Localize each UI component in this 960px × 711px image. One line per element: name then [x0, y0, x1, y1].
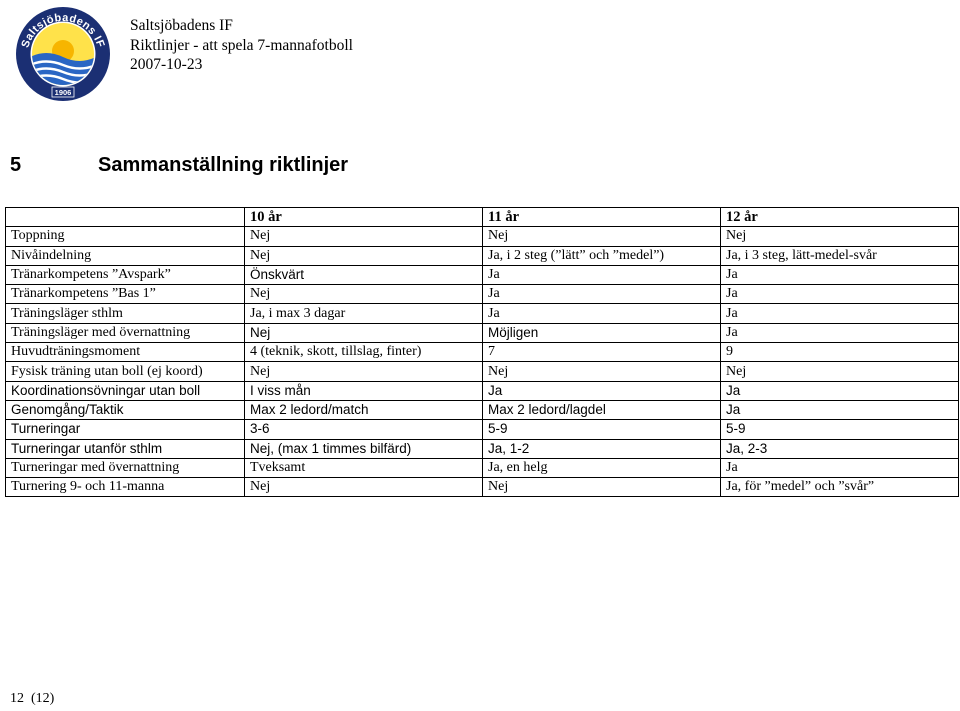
value-cell: Ja	[721, 285, 959, 304]
value-cell: Ja	[721, 381, 959, 400]
table-row	[6, 400, 959, 419]
row-label-cell: Toppning	[6, 227, 245, 246]
value-cell: Önskvärt	[245, 265, 483, 284]
row-label-cell: Träningsläger sthlm	[6, 304, 245, 323]
row-label-cell: Tränarkompetens ”Avspark”	[6, 265, 245, 284]
value-cell: Nej	[245, 362, 483, 381]
value-cell: Ja	[721, 265, 959, 284]
value-cell: Ja	[721, 458, 959, 477]
value-cell: 5-9	[721, 420, 959, 439]
value-cell: Nej	[245, 478, 483, 497]
row-label-cell: Tränarkompetens ”Bas 1”	[6, 285, 245, 304]
row-label-cell: Nivåindelning	[6, 246, 245, 265]
table-row	[6, 381, 959, 400]
value-cell: Ja, i max 3 dagar	[245, 304, 483, 323]
value-cell: Ja, i 3 steg, lätt-medel-svår	[721, 246, 959, 265]
row-label-cell: Koordinationsövningar utan boll	[6, 381, 245, 400]
row-label-cell: Genomgång/Taktik	[6, 400, 245, 419]
value-cell: Ja	[721, 304, 959, 323]
value-cell: Max 2 ledord/lagdel	[483, 400, 721, 419]
row-label-cell: Turneringar utanför sthlm	[6, 439, 245, 458]
value-cell: Nej	[245, 285, 483, 304]
value-cell: 4 (teknik, skott, tillslag, finter)	[245, 343, 483, 362]
row-label-cell: Fysisk träning utan boll (ej koord)	[6, 362, 245, 381]
table-row	[6, 285, 959, 304]
value-cell: Nej	[721, 227, 959, 246]
value-cell: 3-6	[245, 420, 483, 439]
table-row	[6, 343, 959, 362]
value-cell: 7	[483, 343, 721, 362]
value-cell: Tveksamt	[245, 458, 483, 477]
table-row	[6, 458, 959, 477]
row-label-cell: Huvudträningsmoment	[6, 343, 245, 362]
value-cell: Ja, 2-3	[721, 439, 959, 458]
value-cell: Nej	[483, 227, 721, 246]
value-cell: 9	[721, 343, 959, 362]
value-cell: Ja, i 2 steg (”lätt” och ”medel”)	[483, 246, 721, 265]
club-logo	[10, 5, 116, 103]
value-cell: Ja	[483, 381, 721, 400]
row-label-cell: Träningsläger med övernattning	[6, 323, 245, 342]
table-row	[6, 265, 959, 284]
table-row	[6, 304, 959, 323]
value-cell: Nej	[721, 362, 959, 381]
section-heading	[10, 152, 610, 178]
table-row	[6, 478, 959, 497]
table-row	[6, 323, 959, 342]
table-row	[6, 439, 959, 458]
page-number: 12 (12)	[10, 691, 55, 706]
table-header-row	[6, 208, 959, 227]
value-cell: I viss mån	[245, 381, 483, 400]
table-row	[6, 246, 959, 265]
value-cell: Ja	[483, 265, 721, 284]
table-header-cell: 11 år	[483, 208, 721, 227]
logo-arc-text: Saltsjöbadens IF	[19, 11, 107, 50]
row-label-cell: Turneringar	[6, 420, 245, 439]
value-cell: Ja, en helg	[483, 458, 721, 477]
logo-year: 1906	[54, 88, 72, 97]
table-header-cell: 12 år	[721, 208, 959, 227]
table-header-corner	[6, 208, 245, 227]
table-row	[6, 362, 959, 381]
value-cell: Ja	[721, 400, 959, 419]
header-club-name: Saltsjöbadens IF	[130, 17, 233, 34]
row-label-cell: Turneringar med övernattning	[6, 458, 245, 477]
value-cell: 5-9	[483, 420, 721, 439]
value-cell: Nej	[245, 227, 483, 246]
value-cell: Nej	[483, 478, 721, 497]
row-label-cell: Turnering 9- och 11-manna	[6, 478, 245, 497]
table-header-cell: 10 år	[245, 208, 483, 227]
value-cell: Max 2 ledord/match	[245, 400, 483, 419]
table-row	[6, 420, 959, 439]
value-cell: Ja, för ”medel” och ”svår”	[721, 478, 959, 497]
value-cell: Möjligen	[483, 323, 721, 342]
section-title: Sammanställning riktlinjer	[98, 154, 349, 176]
value-cell: Ja	[721, 323, 959, 342]
value-cell: Nej	[483, 362, 721, 381]
header-document-title: Riktlinjer - att spela 7-mannafotboll	[130, 37, 353, 54]
section-number: 5	[10, 154, 22, 176]
guidelines-summary-table	[5, 207, 959, 497]
value-cell: Nej	[245, 246, 483, 265]
value-cell: Nej	[245, 323, 483, 342]
value-cell: Ja, 1-2	[483, 439, 721, 458]
value-cell: Ja	[483, 285, 721, 304]
header-date: 2007-10-23	[130, 56, 203, 73]
value-cell: Ja	[483, 304, 721, 323]
value-cell: Nej, (max 1 timmes bilfärd)	[245, 439, 483, 458]
table-row	[6, 227, 959, 246]
